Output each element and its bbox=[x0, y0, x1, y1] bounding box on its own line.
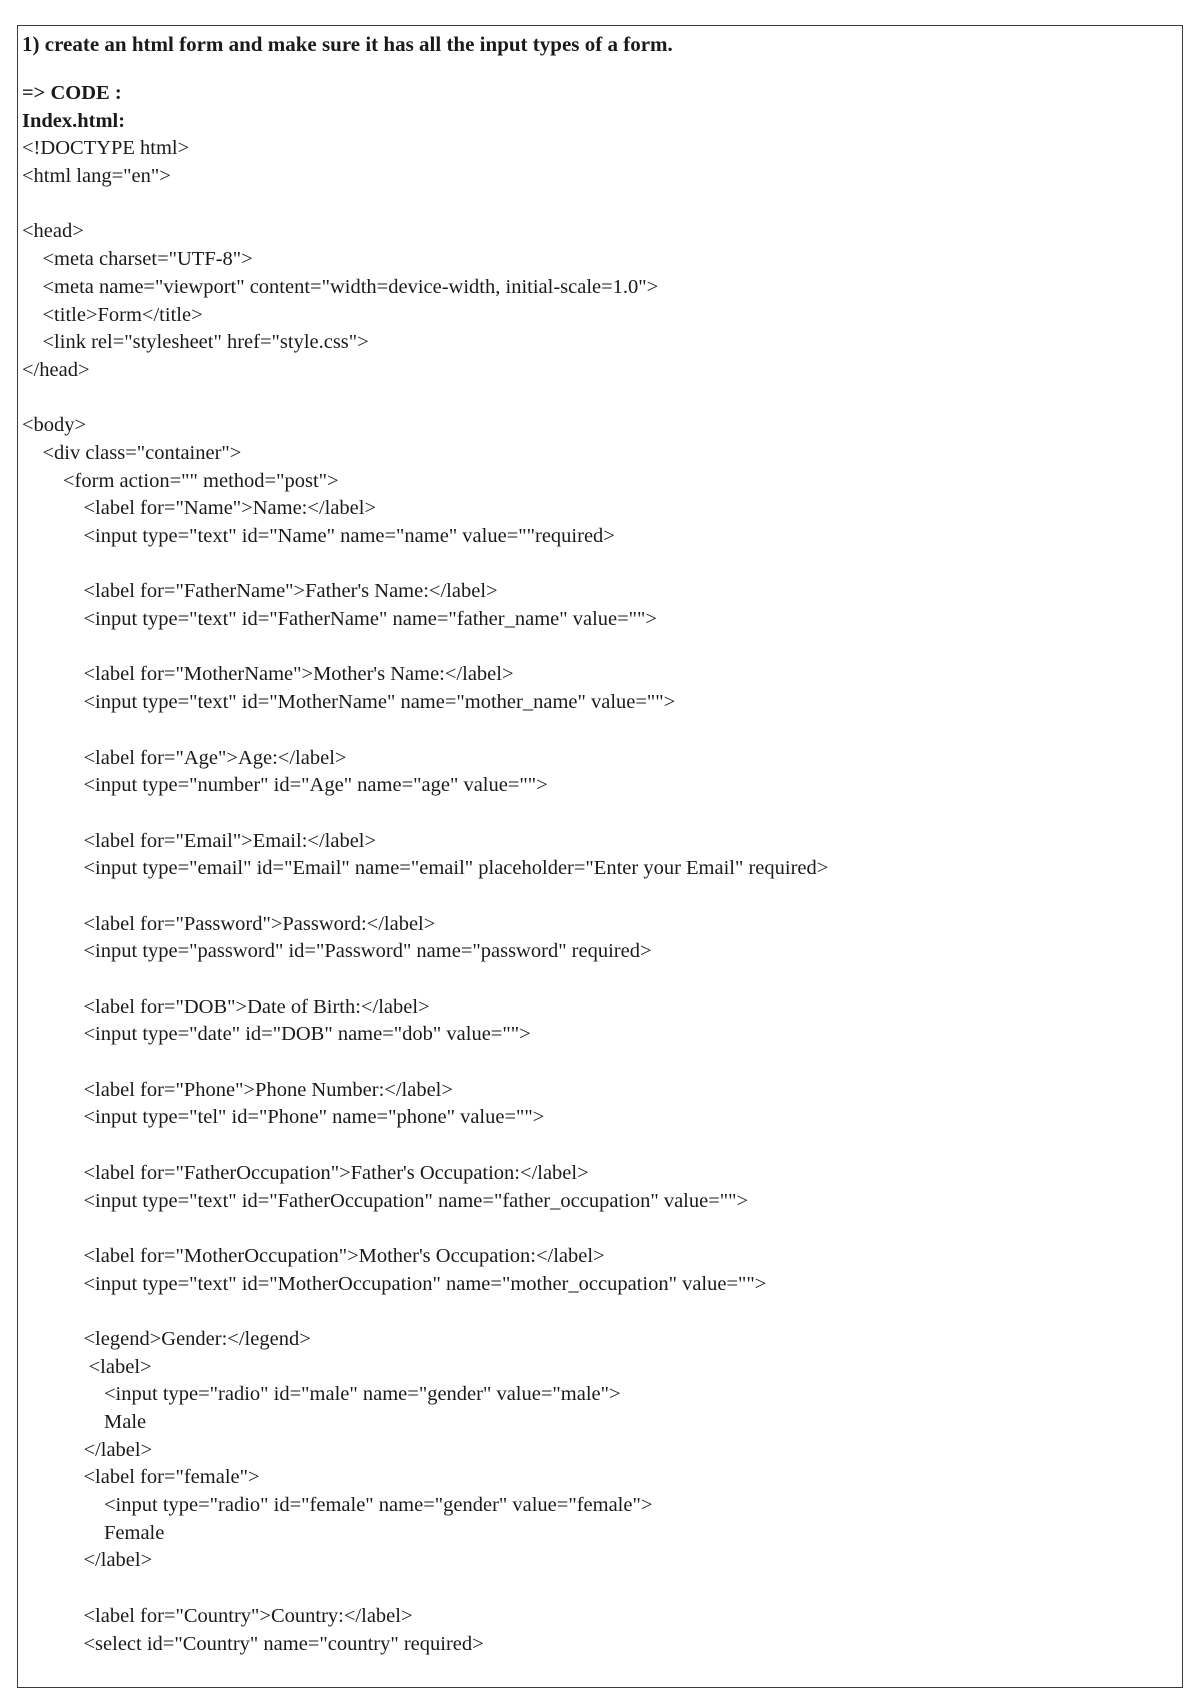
code-line: <div class="container"> bbox=[22, 441, 242, 464]
code-line: <!DOCTYPE html> bbox=[22, 137, 190, 160]
code-line: <label for="Phone">Phone Number:</label> bbox=[22, 1078, 453, 1101]
code-line: <input type="number" id="Age" name="age" value=""> bbox=[22, 774, 548, 797]
code-line: Female bbox=[22, 1521, 165, 1544]
code-line: <input type="radio" id="female" name="gender" value="female"> bbox=[22, 1494, 653, 1517]
code-line: <label for="FatherOccupation">Father's Occupation:</label> bbox=[22, 1161, 589, 1184]
code-line: => CODE : bbox=[22, 82, 122, 104]
code-line: <input type="text" id="MotherName" name="mother_name" value=""> bbox=[22, 691, 676, 714]
blank-line bbox=[22, 717, 1172, 745]
blank-line bbox=[22, 191, 1172, 219]
code-line: <label for="MotherOccupation">Mother's Occupation:</label> bbox=[22, 1244, 605, 1267]
code-line: <label for="FatherName">Father's Name:</label> bbox=[22, 580, 498, 603]
code-line: <input type="radio" id="male" name="gender" value="male"> bbox=[22, 1383, 621, 1406]
code-line: <meta charset="UTF-8"> bbox=[22, 248, 253, 271]
code-line: <label for="MotherName">Mother's Name:</label> bbox=[22, 663, 514, 686]
code-line: <input type="text" id="MotherOccupation" name="mother_occupation" value=""> bbox=[22, 1272, 767, 1295]
code-line: Male bbox=[22, 1411, 147, 1433]
code-line: <label for="female"> bbox=[22, 1466, 260, 1489]
blank-line bbox=[22, 1215, 1172, 1243]
code-line: <input type="tel" id="Phone" name="phone" value=""> bbox=[22, 1106, 545, 1129]
code-line: <label for="Email">Email:</label> bbox=[22, 829, 377, 852]
blank-line bbox=[22, 551, 1172, 579]
code-line: <body> bbox=[22, 414, 87, 437]
blank-line bbox=[22, 883, 1172, 911]
code-line: <form action="" method="post"> bbox=[22, 469, 339, 492]
code-line: <link rel="stylesheet" href="style.css"> bbox=[22, 331, 369, 354]
code-line: <head> bbox=[22, 220, 84, 243]
code-line: Index.html: bbox=[22, 109, 126, 132]
code-line: <meta name="viewport" content="width=device-width, initial-scale=1.0"> bbox=[22, 275, 659, 298]
code-line: <input type="text" id="Name" name="name" value=""required> bbox=[22, 525, 615, 547]
blank-line bbox=[22, 1298, 1172, 1326]
blank-line bbox=[22, 1132, 1172, 1160]
blank-line bbox=[22, 800, 1172, 828]
code-listing bbox=[22, 80, 1172, 1658]
code-line: <input type="password" id="Password" name="password" required> bbox=[22, 940, 652, 963]
blank-line bbox=[22, 1049, 1172, 1077]
blank-line bbox=[22, 966, 1172, 994]
code-line: <title>Form</title> bbox=[22, 303, 203, 326]
code-line: </label> bbox=[22, 1549, 153, 1572]
question-heading: 1) create an html form and make sure it has all the input types of a form. bbox=[22, 32, 673, 56]
blank-line bbox=[22, 634, 1172, 662]
code-line: <label> bbox=[22, 1355, 152, 1378]
code-line: <input type="text" id="FatherOccupation" name="father_occupation" value=""> bbox=[22, 1189, 749, 1212]
code-line: <legend>Gender:</legend> bbox=[22, 1327, 311, 1350]
code-line: <label for="Age">Age:</label> bbox=[22, 746, 347, 769]
blank-line bbox=[22, 1575, 1172, 1603]
code-line: <label for="Name">Name:</label> bbox=[22, 497, 377, 520]
code-line: <input type="text" id="FatherName" name="father_name" value=""> bbox=[22, 608, 657, 631]
code-line: <html lang="en"> bbox=[22, 165, 171, 188]
code-line: </label> bbox=[22, 1438, 153, 1461]
code-line: <select id="Country" name="country" required> bbox=[22, 1632, 484, 1655]
blank-line bbox=[22, 385, 1172, 413]
code-line: <label for="DOB">Date of Birth:</label> bbox=[22, 995, 430, 1018]
code-line: <label for="Country">Country:</label> bbox=[22, 1604, 413, 1627]
code-line: </head> bbox=[22, 358, 90, 381]
code-line: <input type="email" id="Email" name="email" placeholder="Enter your Email" required> bbox=[22, 857, 829, 880]
code-line: <label for="Password">Password:</label> bbox=[22, 912, 436, 935]
code-line: <input type="date" id="DOB" name="dob" value=""> bbox=[22, 1023, 531, 1046]
